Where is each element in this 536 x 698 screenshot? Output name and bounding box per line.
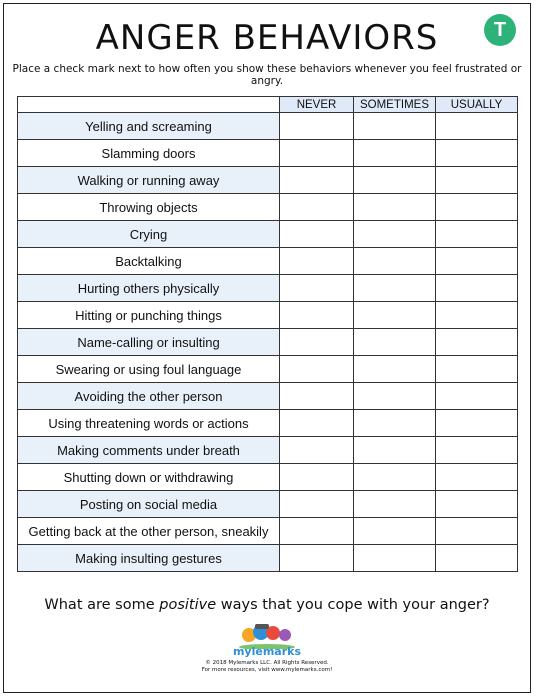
table-row <box>18 329 518 356</box>
checkbox-cell-never[interactable] <box>280 329 354 356</box>
checkbox-cell-never[interactable] <box>280 302 354 329</box>
checkbox-cell-sometimes[interactable] <box>354 383 436 410</box>
checkbox-cell-usually[interactable] <box>436 221 518 248</box>
checkbox-cell-usually[interactable] <box>436 437 518 464</box>
table-row <box>18 275 518 302</box>
checkbox-cell-never[interactable] <box>280 194 354 221</box>
checkbox-cell-never[interactable] <box>280 437 354 464</box>
table-row <box>18 491 518 518</box>
checkbox-cell-sometimes[interactable] <box>354 140 436 167</box>
behavior-label: Swearing or using foul language <box>18 356 280 383</box>
checkbox-cell-usually[interactable] <box>436 194 518 221</box>
checkbox-cell-never[interactable] <box>280 140 354 167</box>
checkbox-cell-sometimes[interactable] <box>354 491 436 518</box>
behavior-label: Making insulting gestures <box>18 545 280 572</box>
checkbox-cell-never[interactable] <box>280 275 354 302</box>
behavior-label: Hitting or punching things <box>18 302 280 329</box>
table-row <box>18 356 518 383</box>
checkbox-cell-sometimes[interactable] <box>354 437 436 464</box>
teacher-logo-icon: T <box>484 14 516 46</box>
checkbox-cell-usually[interactable] <box>436 491 518 518</box>
checkbox-cell-sometimes[interactable] <box>354 464 436 491</box>
checkbox-cell-never[interactable] <box>280 491 354 518</box>
checkbox-cell-never[interactable] <box>280 383 354 410</box>
checkbox-cell-never[interactable] <box>280 221 354 248</box>
emphasis-word: positive <box>159 597 217 613</box>
worksheet-page <box>3 3 531 693</box>
behavior-label: Using threatening words or actions <box>18 410 280 437</box>
checkbox-cell-never[interactable] <box>280 545 354 572</box>
checkbox-cell-never[interactable] <box>280 356 354 383</box>
table-row <box>18 140 518 167</box>
resources-text: For more resources, visit www.mylemarks.com! <box>201 667 333 673</box>
checkbox-cell-usually[interactable] <box>436 329 518 356</box>
copyright-text: © 2018 Mylemarks LLC. All Rights Reserved. <box>205 660 329 666</box>
reflection-question: What are some positive ways that you cope with your anger? <box>44 597 490 613</box>
behavior-label: Making comments under breath <box>18 437 280 464</box>
page-title: ANGER BEHAVIORS <box>95 18 439 58</box>
table-row <box>18 248 518 275</box>
table-header-row <box>18 97 518 113</box>
column-header-usually: USUALLY <box>436 97 518 113</box>
table-row <box>18 464 518 491</box>
checkbox-cell-sometimes[interactable] <box>354 410 436 437</box>
checkbox-cell-never[interactable] <box>280 464 354 491</box>
behavior-label: Yelling and screaming <box>18 113 280 140</box>
checkbox-cell-usually[interactable] <box>436 356 518 383</box>
behavior-label: Throwing objects <box>18 194 280 221</box>
table-row <box>18 167 518 194</box>
checkbox-cell-usually[interactable] <box>436 383 518 410</box>
behavior-label: Hurting others physically <box>18 275 280 302</box>
table-row <box>18 545 518 572</box>
checkbox-cell-sometimes[interactable] <box>354 329 436 356</box>
table-row <box>18 194 518 221</box>
behavior-checklist-table <box>17 96 518 572</box>
checkbox-cell-sometimes[interactable] <box>354 194 436 221</box>
checkbox-cell-usually[interactable] <box>436 275 518 302</box>
checkbox-cell-never[interactable] <box>280 518 354 545</box>
checkbox-cell-sometimes[interactable] <box>354 545 436 572</box>
checkbox-cell-sometimes[interactable] <box>354 113 436 140</box>
checkbox-cell-sometimes[interactable] <box>354 518 436 545</box>
checkbox-cell-usually[interactable] <box>436 545 518 572</box>
behavior-label: Getting back at the other person, sneakily <box>18 518 280 545</box>
behavior-label: Backtalking <box>18 248 280 275</box>
behavior-label: Name-calling or insulting <box>18 329 280 356</box>
table-row <box>18 518 518 545</box>
table-row <box>18 302 518 329</box>
table-row <box>18 221 518 248</box>
checkbox-cell-usually[interactable] <box>436 518 518 545</box>
checkbox-cell-usually[interactable] <box>436 113 518 140</box>
checkbox-cell-sometimes[interactable] <box>354 302 436 329</box>
checkbox-cell-sometimes[interactable] <box>354 356 436 383</box>
table-row <box>18 383 518 410</box>
checkbox-cell-usually[interactable] <box>436 140 518 167</box>
header-blank-cell <box>18 97 280 113</box>
instructions-text: Place a check mark next to how often you show these behaviors whenever you feel frustrated or angry. <box>12 63 522 87</box>
checkbox-cell-sometimes[interactable] <box>354 248 436 275</box>
behavior-label: Crying <box>18 221 280 248</box>
checkbox-cell-never[interactable] <box>280 167 354 194</box>
behavior-label: Shutting down or withdrawing <box>18 464 280 491</box>
checkbox-cell-usually[interactable] <box>436 302 518 329</box>
checkbox-cell-usually[interactable] <box>436 464 518 491</box>
behavior-label: Slamming doors <box>18 140 280 167</box>
table-row <box>18 113 518 140</box>
table-row <box>18 410 518 437</box>
behavior-label: Posting on social media <box>18 491 280 518</box>
checkbox-cell-usually[interactable] <box>436 410 518 437</box>
column-header-never: NEVER <box>280 97 354 113</box>
checkbox-cell-usually[interactable] <box>436 167 518 194</box>
behavior-label: Walking or running away <box>18 167 280 194</box>
checkbox-cell-sometimes[interactable] <box>354 275 436 302</box>
brand-name: mylemarks <box>232 645 302 658</box>
checkbox-cell-sometimes[interactable] <box>354 167 436 194</box>
checkbox-cell-usually[interactable] <box>436 248 518 275</box>
checkbox-cell-sometimes[interactable] <box>354 221 436 248</box>
behavior-label: Avoiding the other person <box>18 383 280 410</box>
checkbox-cell-never[interactable] <box>280 248 354 275</box>
checkbox-cell-never[interactable] <box>280 113 354 140</box>
brand-logo <box>4 621 530 658</box>
table-row <box>18 437 518 464</box>
column-header-sometimes: SOMETIMES <box>354 97 436 113</box>
checkbox-cell-never[interactable] <box>280 410 354 437</box>
